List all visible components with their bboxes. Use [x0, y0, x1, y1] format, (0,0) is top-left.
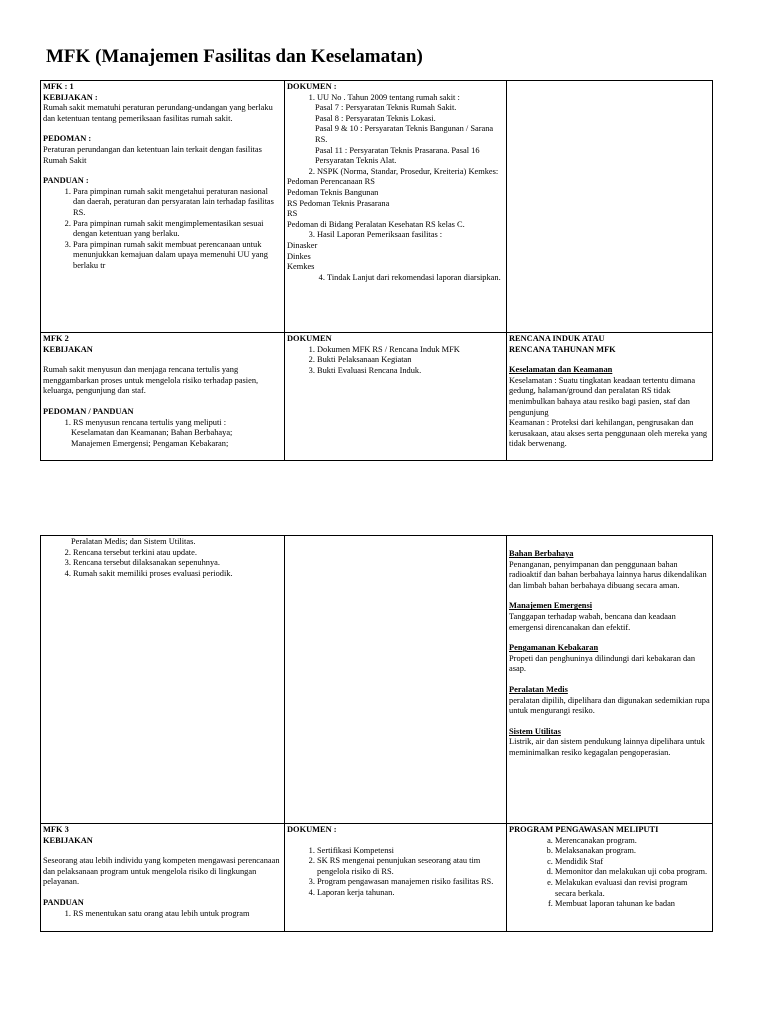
- list-item: f. Membuat laporan tahunan ke badan: [555, 899, 710, 910]
- mfk1-empty-cell: [507, 81, 713, 333]
- mfk1-pasal-3: Pasal 9 & 10 : Persyaratan Teknis Bangunan / Sarana RS.: [315, 124, 494, 144]
- mfk1-dok-list-b: [287, 167, 504, 178]
- mfk2-kebijakan-text: Rumah sakit menyusun dan menjaga rencana tertulis yang menggambarkan proses untuk mengelola risiko terhadap pasien, keluarga, pengunjung dan staf.: [43, 365, 259, 396]
- section-title-manajemen-emergensi: Manajemen Emergensi: [509, 601, 593, 611]
- mfk1-pedoman-label: PEDOMAN :: [43, 134, 92, 144]
- mfk2-rencana-title-2: RENCANA TAHUNAN MFK: [509, 344, 616, 354]
- mfk1-dok-plain2-2: Dinkes: [287, 251, 311, 261]
- mfk2-dokumen-label: DOKUMEN: [287, 334, 332, 343]
- mfk1-dok-plain-1: Pedoman Perencanaan RS: [287, 177, 375, 187]
- section-title-sistem-utilitas: Sistem Utilitas: [509, 726, 561, 736]
- mfk3-dokumen-label: DOKUMEN :: [287, 825, 337, 834]
- mfk3-program-cell: [507, 824, 713, 932]
- mfk3-policy-cell: [41, 824, 285, 932]
- list-item: e. Melakukan evaluasi dan revisi program secara berkala.: [555, 878, 710, 899]
- mfk1-panduan-list: [43, 187, 282, 272]
- mfk1-dok-plain2-1: Dinasker: [287, 240, 318, 250]
- mfk2-heading: MFK 2: [43, 334, 69, 343]
- mfk2-dok-list: [287, 345, 504, 377]
- list-item: 3. Hasil Laporan Pemeriksaan fasilitas :: [317, 230, 504, 241]
- mfk2-plan-cell: [507, 333, 713, 461]
- list-item: 2. Rencana tersebut terkini atau update.: [73, 548, 282, 559]
- list-item: 1. Para pimpinan rumah sakit mengetahui peraturan nasional dan daerah, peraturan dan persyaratan lain terhadap fasilitas RS.: [73, 187, 282, 219]
- mfk1-kebijakan-label: KEBIJAKAN :: [43, 92, 98, 102]
- mfk2-pedoman-sub-1: Keselamatan dan Keamanan; Bahan Berbahaya;: [71, 428, 233, 438]
- list-item: 3. Bukti Evaluasi Rencana Induk.: [317, 366, 504, 377]
- mfk2-kebijakan-label: KEBIJAKAN: [43, 344, 93, 354]
- mfk2-cont-line: Peralatan Medis; dan Sistem Utilitas.: [71, 537, 196, 546]
- mfk2-cont-plan-cell: [507, 536, 713, 824]
- mfk3-row: [41, 824, 713, 932]
- list-item: 2. NSPK (Norma, Standar, Prosedur, Kreiteria) Kemkes:: [317, 167, 504, 178]
- list-item: 2. Para pimpinan rumah sakit mengimplementasikan sesuai dengan ketentuan yang berlaku.: [73, 219, 282, 240]
- mfk1-pedoman-text: Peraturan perundangan dan ketentuan lain terkait dengan fasilitas Rumah Sakit: [43, 144, 262, 165]
- list-item: 3. Para pimpinan rumah sakit membuat perencanaan untuk menunjukkan kemajuan dalam upaya memenuhi UU yang berlaku tr: [73, 240, 282, 272]
- mfk2-kk-title: Keselamatan dan Keamanan: [509, 365, 613, 375]
- mfk2-pedoman-label: PEDOMAN / PANDUAN: [43, 406, 134, 416]
- mfk1-dok-plain-4: RS: [287, 209, 298, 219]
- mfk-table-1: [40, 80, 713, 461]
- section-text-sistem-utilitas: Listrik, air dan sistem pendukung lainnya dipelihara untuk meminimalkan resiko kegagalan pengoperasian.: [509, 737, 705, 757]
- mfk3-panduan-list: [43, 909, 282, 920]
- mfk1-dok-list-a: [287, 93, 504, 104]
- mfk3-kebijakan-text: Seseorang atau lebih individu yang kompeten mengawasi perencanaan dan pelaksanaan program untuk mengelola risiko di lingkungan pelayanan.: [43, 856, 280, 887]
- section-title-pengamanan-kebakaran: Pengamanan Kebakaran: [509, 643, 599, 653]
- section-title-bahan-berbahaya: Bahan Berbahaya: [509, 549, 574, 558]
- list-item: b. Melaksanakan program.: [555, 846, 710, 857]
- mfk1-dok-plain-2: Pedoman Teknis Bangunan: [287, 187, 379, 197]
- mfk2-rencana-title-1: RENCANA INDUK ATAU: [509, 334, 605, 343]
- mfk3-document-cell: [285, 824, 507, 932]
- mfk1-kebijakan-text: Rumah sakit mematuhi peraturan perundang-undangan yang berlaku dan ketentuan tentang pemeriksaan fasilitas rumah sakit.: [43, 103, 273, 123]
- mfk2-document-cell: [285, 333, 507, 461]
- list-item: 4. Laporan kerja tahunan.: [317, 888, 504, 899]
- mfk1-heading: MFK : 1: [43, 82, 74, 91]
- mfk2-cont-empty-cell: [285, 536, 507, 824]
- mfk2-kk-text-1: Keselamatan : Suatu tingkatan keadaan tertentu dimana gedung, halaman/ground dan peralatan RS tidak menimbulkan bahaya atau resiko bagi pasien, staf dan pengunjung: [509, 375, 696, 417]
- list-item: a. Merencanakan program.: [555, 836, 710, 847]
- mfk2-pedoman-sub-2: Manajemen Emergensi; Pengaman Kebakaran;: [71, 438, 229, 448]
- list-item: 1. RS menyusun rencana tertulis yang meliputi :: [73, 418, 282, 429]
- list-item: 1. Sertifikasi Kompetensi: [317, 846, 504, 857]
- mfk1-panduan-label: PANDUAN :: [43, 176, 89, 186]
- mfk1-dok-list-d: [287, 273, 504, 284]
- mfk2-policy-cell: [41, 333, 285, 461]
- mfk3-dok-list: [287, 846, 504, 899]
- list-item: 3. Rencana tersebut dilaksanakan sepenuhnya.: [73, 558, 282, 569]
- mfk1-dok-plain-5: Pedoman di Bidang Peralatan Kesehatan RS kelas C.: [287, 219, 465, 229]
- list-item: 4. Tindak Lanjut dari rekomendasi laporan diarsipkan.: [327, 273, 504, 284]
- mfk1-pasal-1: Pasal 7 : Persyaratan Teknis Rumah Sakit.: [315, 103, 457, 113]
- mfk3-panduan-label: PANDUAN: [43, 897, 84, 907]
- mfk3-kebijakan-label: KEBIJAKAN: [43, 835, 93, 845]
- section-text-bahan-berbahaya: Penanganan, penyimpanan dan penggunaan bahan radioaktif dan bahan berbahaya lainnya harus dikendalikan dan limbah bahan berbahaya dibuang secara aman.: [509, 559, 707, 590]
- section-text-pengamanan-kebakaran: Propeti dan penghuninya dilindungi dari kebakaran dan asap.: [509, 653, 696, 674]
- mfk1-dok-plain2-3: Kemkes: [287, 262, 315, 272]
- mfk3-heading: MFK 3: [43, 825, 69, 834]
- section-title-peralatan-medis: Peralatan Medis: [509, 684, 568, 694]
- mfk1-policy-cell: [41, 81, 285, 333]
- list-item: 2. SK RS mengenai penunjukan seseorang atau tim pengelola risiko di RS.: [317, 856, 504, 877]
- section-text-peralatan-medis: peralatan dipilih, dipelihara dan digunakan sedemikian rupa untuk mengurangi resiko.: [509, 695, 710, 716]
- mfk-table-2: [40, 535, 713, 932]
- list-item: 1. UU No . Tahun 2009 tentang rumah sakit :: [317, 93, 504, 104]
- mfk2-cont-list: [43, 548, 282, 580]
- section-text-manajemen-emergensi: Tanggapan terhadap wabah, bencana dan keadaan emergensi direncanakan dan efektif.: [509, 611, 676, 632]
- mfk1-dok-list-c: [287, 230, 504, 241]
- mfk2-row: [41, 333, 713, 461]
- mfk1-document-cell: [285, 81, 507, 333]
- list-item: 3. Program pengawasan manajemen risiko fasilitas RS.: [317, 877, 504, 888]
- list-item: 1. RS menentukan satu orang atau lebih untuk program: [73, 909, 282, 920]
- mfk1-row: [41, 81, 713, 333]
- list-item: 4. Rumah sakit memiliki proses evaluasi periodik.: [73, 569, 282, 580]
- list-item: c. Mendidik Staf: [555, 857, 710, 868]
- mfk1-pasal-2: Pasal 8 : Persyaratan Teknis Lokasi.: [315, 113, 436, 123]
- mfk2-cont-policy-cell: [41, 536, 285, 824]
- mfk1-dokumen-label: DOKUMEN :: [287, 82, 337, 91]
- mfk3-program-title: PROGRAM PENGAWASAN MELIPUTI: [509, 825, 659, 834]
- mfk1-dok-plain-3: RS Pedoman Teknis Prasarana: [287, 198, 390, 208]
- mfk3-program-list: [509, 836, 710, 910]
- mfk1-pasal-4: Pasal 11 : Persyaratan Teknis Prasarana. Pasal 16 Persyaratan Teknis Alat.: [315, 145, 480, 166]
- list-item: d. Memonitor dan melakukan uji coba program.: [555, 867, 710, 878]
- mfk2-kk-text-2: Keamanan : Proteksi dari kehilangan, pengrusakan dan kerusakaan, atau akses serta penggunaan oleh mereka yang tidak berwenang.: [509, 418, 708, 449]
- page-title: MFK (Manajemen Fasilitas dan Keselamatan): [46, 46, 423, 67]
- mfk2-cont-row: [41, 536, 713, 824]
- list-item: 2. Bukti Pelaksanaan Kegiatan: [317, 355, 504, 366]
- list-item: 1. Dokumen MFK RS / Rencana Induk MFK: [317, 345, 504, 356]
- mfk2-pedoman-list: [43, 418, 282, 429]
